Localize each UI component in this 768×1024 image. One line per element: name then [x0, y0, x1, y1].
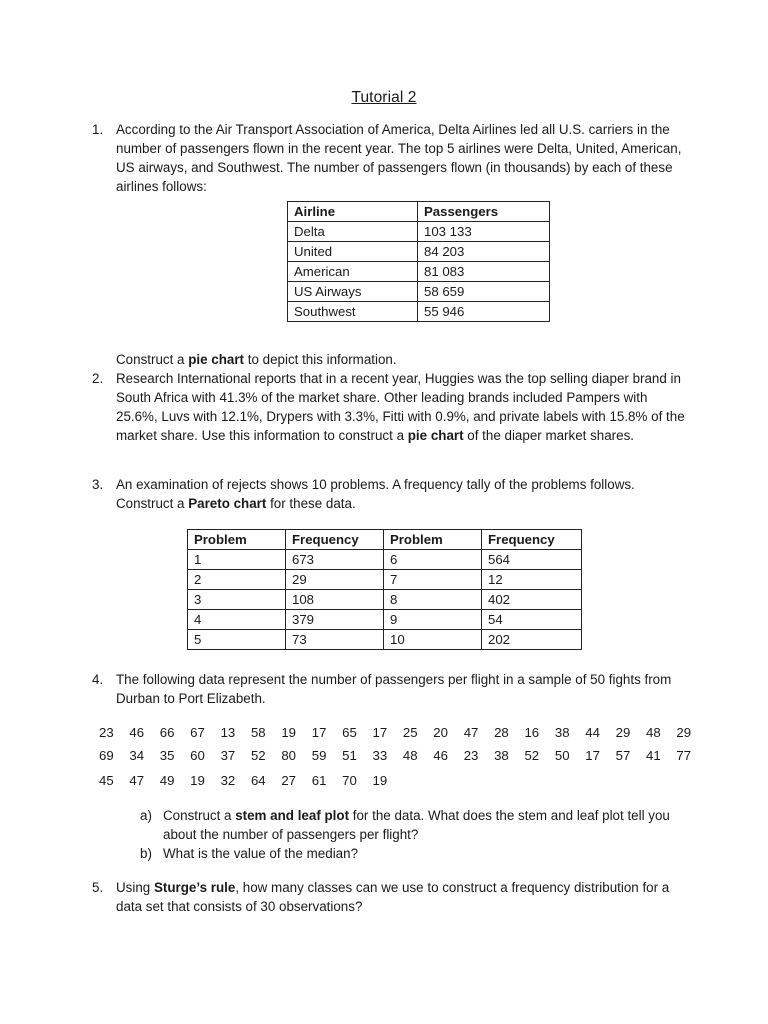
table-cell: 2: [188, 570, 286, 590]
table-cell: 8: [384, 590, 482, 610]
question-text: The following data represent the number of passengers per flight in a sample of 50 fights from Durban to Port Elizabeth.: [116, 672, 672, 706]
table-header: Airline: [288, 202, 418, 222]
instruction-text: Construct a: [116, 352, 189, 367]
page-title: Tutorial 2: [351, 89, 417, 106]
data-value: 61: [311, 773, 327, 788]
table-cell: 73: [286, 630, 384, 650]
part-bold: stem and leaf plot: [235, 808, 350, 823]
table-cell: 3: [188, 590, 286, 610]
data-value: 23: [99, 725, 114, 740]
question-text: Research International reports that in a recent year, Huggies was the top selling diaper brand in South Africa with 41.3% of the market share. Other leading brands included Pampers with 25.6%, Luvs with 12.1%, Drypers with 3.3%, Fitti with 0.9%, and private labels with 15.8% of the market share. Use this information to construct a: [116, 371, 685, 443]
question-bold: pie chart: [407, 428, 464, 443]
data-value: 29: [615, 725, 631, 740]
instruction-text: Construct a: [116, 496, 189, 511]
table-cell: 1: [188, 550, 286, 570]
data-value: 77: [676, 748, 692, 763]
table-header: Problem: [384, 530, 482, 550]
data-value: 20: [433, 725, 448, 740]
question-3: [92, 475, 692, 513]
data-value: 65: [342, 725, 357, 740]
question-number: 2.: [92, 371, 104, 386]
question-1-instruction: [92, 350, 692, 369]
data-value: 19: [281, 725, 297, 740]
table-row: [288, 222, 550, 242]
part-label: a): [140, 808, 152, 823]
data-row-1: [99, 723, 707, 742]
table-cell: 10: [384, 630, 482, 650]
table-cell: 379: [286, 610, 384, 630]
table-row: [188, 570, 582, 590]
table-cell: 103 133: [418, 222, 550, 242]
data-value: 29: [676, 725, 692, 740]
data-value: 27: [281, 773, 297, 788]
instruction-text: to depict this information.: [244, 352, 397, 367]
table-row: [188, 590, 582, 610]
question-number: 1.: [92, 122, 104, 137]
question-number: 5.: [92, 880, 104, 895]
data-value: 69: [99, 748, 114, 763]
table-cell: Southwest: [288, 302, 418, 322]
table-row: [188, 630, 582, 650]
data-value: 37: [220, 748, 236, 763]
data-value: 46: [129, 725, 145, 740]
data-value: 57: [615, 748, 631, 763]
data-row-2: [99, 746, 707, 765]
data-value: 44: [585, 725, 600, 740]
data-value: 51: [342, 748, 357, 763]
table-row: [288, 262, 550, 282]
table-cell: 6: [384, 550, 482, 570]
data-value: 80: [281, 748, 297, 763]
table-cell: US Airways: [288, 282, 418, 302]
data-value: 19: [190, 773, 205, 788]
data-value: 47: [463, 725, 479, 740]
problem-frequency-table: [187, 529, 582, 650]
table-row: [188, 550, 582, 570]
instruction-bold: Pareto chart: [188, 496, 267, 511]
data-value: 45: [99, 773, 114, 788]
table-header: Frequency: [482, 530, 582, 550]
table-row: [188, 610, 582, 630]
part-label: b): [140, 846, 152, 861]
data-value: 35: [159, 748, 175, 763]
data-value: 17: [311, 725, 327, 740]
table-header: Frequency: [286, 530, 384, 550]
table-cell: 81 083: [418, 262, 550, 282]
data-value: 50: [554, 748, 570, 763]
question-text: Using: [116, 880, 154, 895]
data-value: 25: [402, 725, 418, 740]
data-value: 33: [372, 748, 388, 763]
question-bold: Sturge’s rule: [153, 880, 236, 895]
data-value: 46: [433, 748, 448, 763]
part-text: Construct a: [163, 808, 236, 823]
question-4-part-a: [140, 806, 680, 844]
data-value: 58: [250, 725, 266, 740]
table-cell: 108: [286, 590, 384, 610]
data-value: 34: [129, 748, 145, 763]
table-cell: 673: [286, 550, 384, 570]
data-value: 28: [494, 725, 509, 740]
table-cell: 5: [188, 630, 286, 650]
table-cell: 29: [286, 570, 384, 590]
data-value: 38: [554, 725, 570, 740]
question-4-part-b: [140, 844, 680, 863]
question-4: [92, 670, 692, 708]
data-row-3: [99, 771, 403, 790]
data-value: 17: [585, 748, 600, 763]
table-cell: 84 203: [418, 242, 550, 262]
data-value: 52: [524, 748, 540, 763]
table-cell: 202: [482, 630, 582, 650]
part-text: What is the value of the median?: [163, 846, 359, 861]
table-cell: 9: [384, 610, 482, 630]
table-cell: American: [288, 262, 418, 282]
table-cell: 402: [482, 590, 582, 610]
question-text: According to the Air Transport Association of America, Delta Airlines led all U.S. carriers in the number of passengers flown in the recent year. The top 5 airlines were Delta, United, American, US airways, and Southwest. The number of passengers flown (in thousands) by each of these airlines follows:: [116, 122, 682, 194]
instruction-bold: pie chart: [188, 352, 245, 367]
airline-passengers-table: [287, 201, 550, 322]
table-cell: United: [288, 242, 418, 262]
table-cell: 12: [482, 570, 582, 590]
question-5: [92, 878, 692, 916]
data-value: 66: [159, 725, 175, 740]
question-text: , how many classes can we use to construct a frequency distribution for a data set that consists of 30 observations?: [116, 880, 670, 914]
table-header-row: [188, 530, 582, 550]
question-text: of the diaper market shares.: [463, 428, 635, 443]
data-value: 52: [250, 748, 266, 763]
instruction-text: for these data.: [266, 496, 356, 511]
table-row: [288, 302, 550, 322]
question-number: 3.: [92, 477, 104, 492]
data-value: 17: [372, 725, 388, 740]
data-value: 16: [524, 725, 540, 740]
data-value: 38: [494, 748, 509, 763]
data-value: 41: [646, 748, 661, 763]
data-value: 13: [220, 725, 236, 740]
table-cell: 54: [482, 610, 582, 630]
data-value: 49: [159, 773, 175, 788]
data-value: 47: [129, 773, 145, 788]
question-number: 4.: [92, 672, 104, 687]
table-cell: 564: [482, 550, 582, 570]
table-row: [288, 242, 550, 262]
data-value: 70: [342, 773, 357, 788]
table-cell: 55 946: [418, 302, 550, 322]
table-header: Problem: [188, 530, 286, 550]
table-header-row: [288, 202, 550, 222]
table-cell: 4: [188, 610, 286, 630]
question-1: [92, 120, 692, 196]
table-cell: Delta: [288, 222, 418, 242]
data-value: 19: [372, 773, 388, 788]
table-cell: 58 659: [418, 282, 550, 302]
data-value: 48: [402, 748, 418, 763]
part-text: for the data. What does the stem and leaf plot tell you about the number of passengers per flight?: [163, 808, 670, 842]
table-cell: 7: [384, 570, 482, 590]
question-text: An examination of rejects shows 10 problems. A frequency tally of the problems follows.: [116, 477, 635, 492]
data-value: 67: [190, 725, 205, 740]
data-value: 32: [220, 773, 236, 788]
data-value: 59: [311, 748, 327, 763]
data-value: 60: [190, 748, 205, 763]
data-value: 48: [646, 725, 661, 740]
table-row: [288, 282, 550, 302]
question-2: [92, 369, 692, 445]
data-value: 64: [250, 773, 266, 788]
table-header: Passengers: [418, 202, 550, 222]
data-value: 23: [463, 748, 479, 763]
